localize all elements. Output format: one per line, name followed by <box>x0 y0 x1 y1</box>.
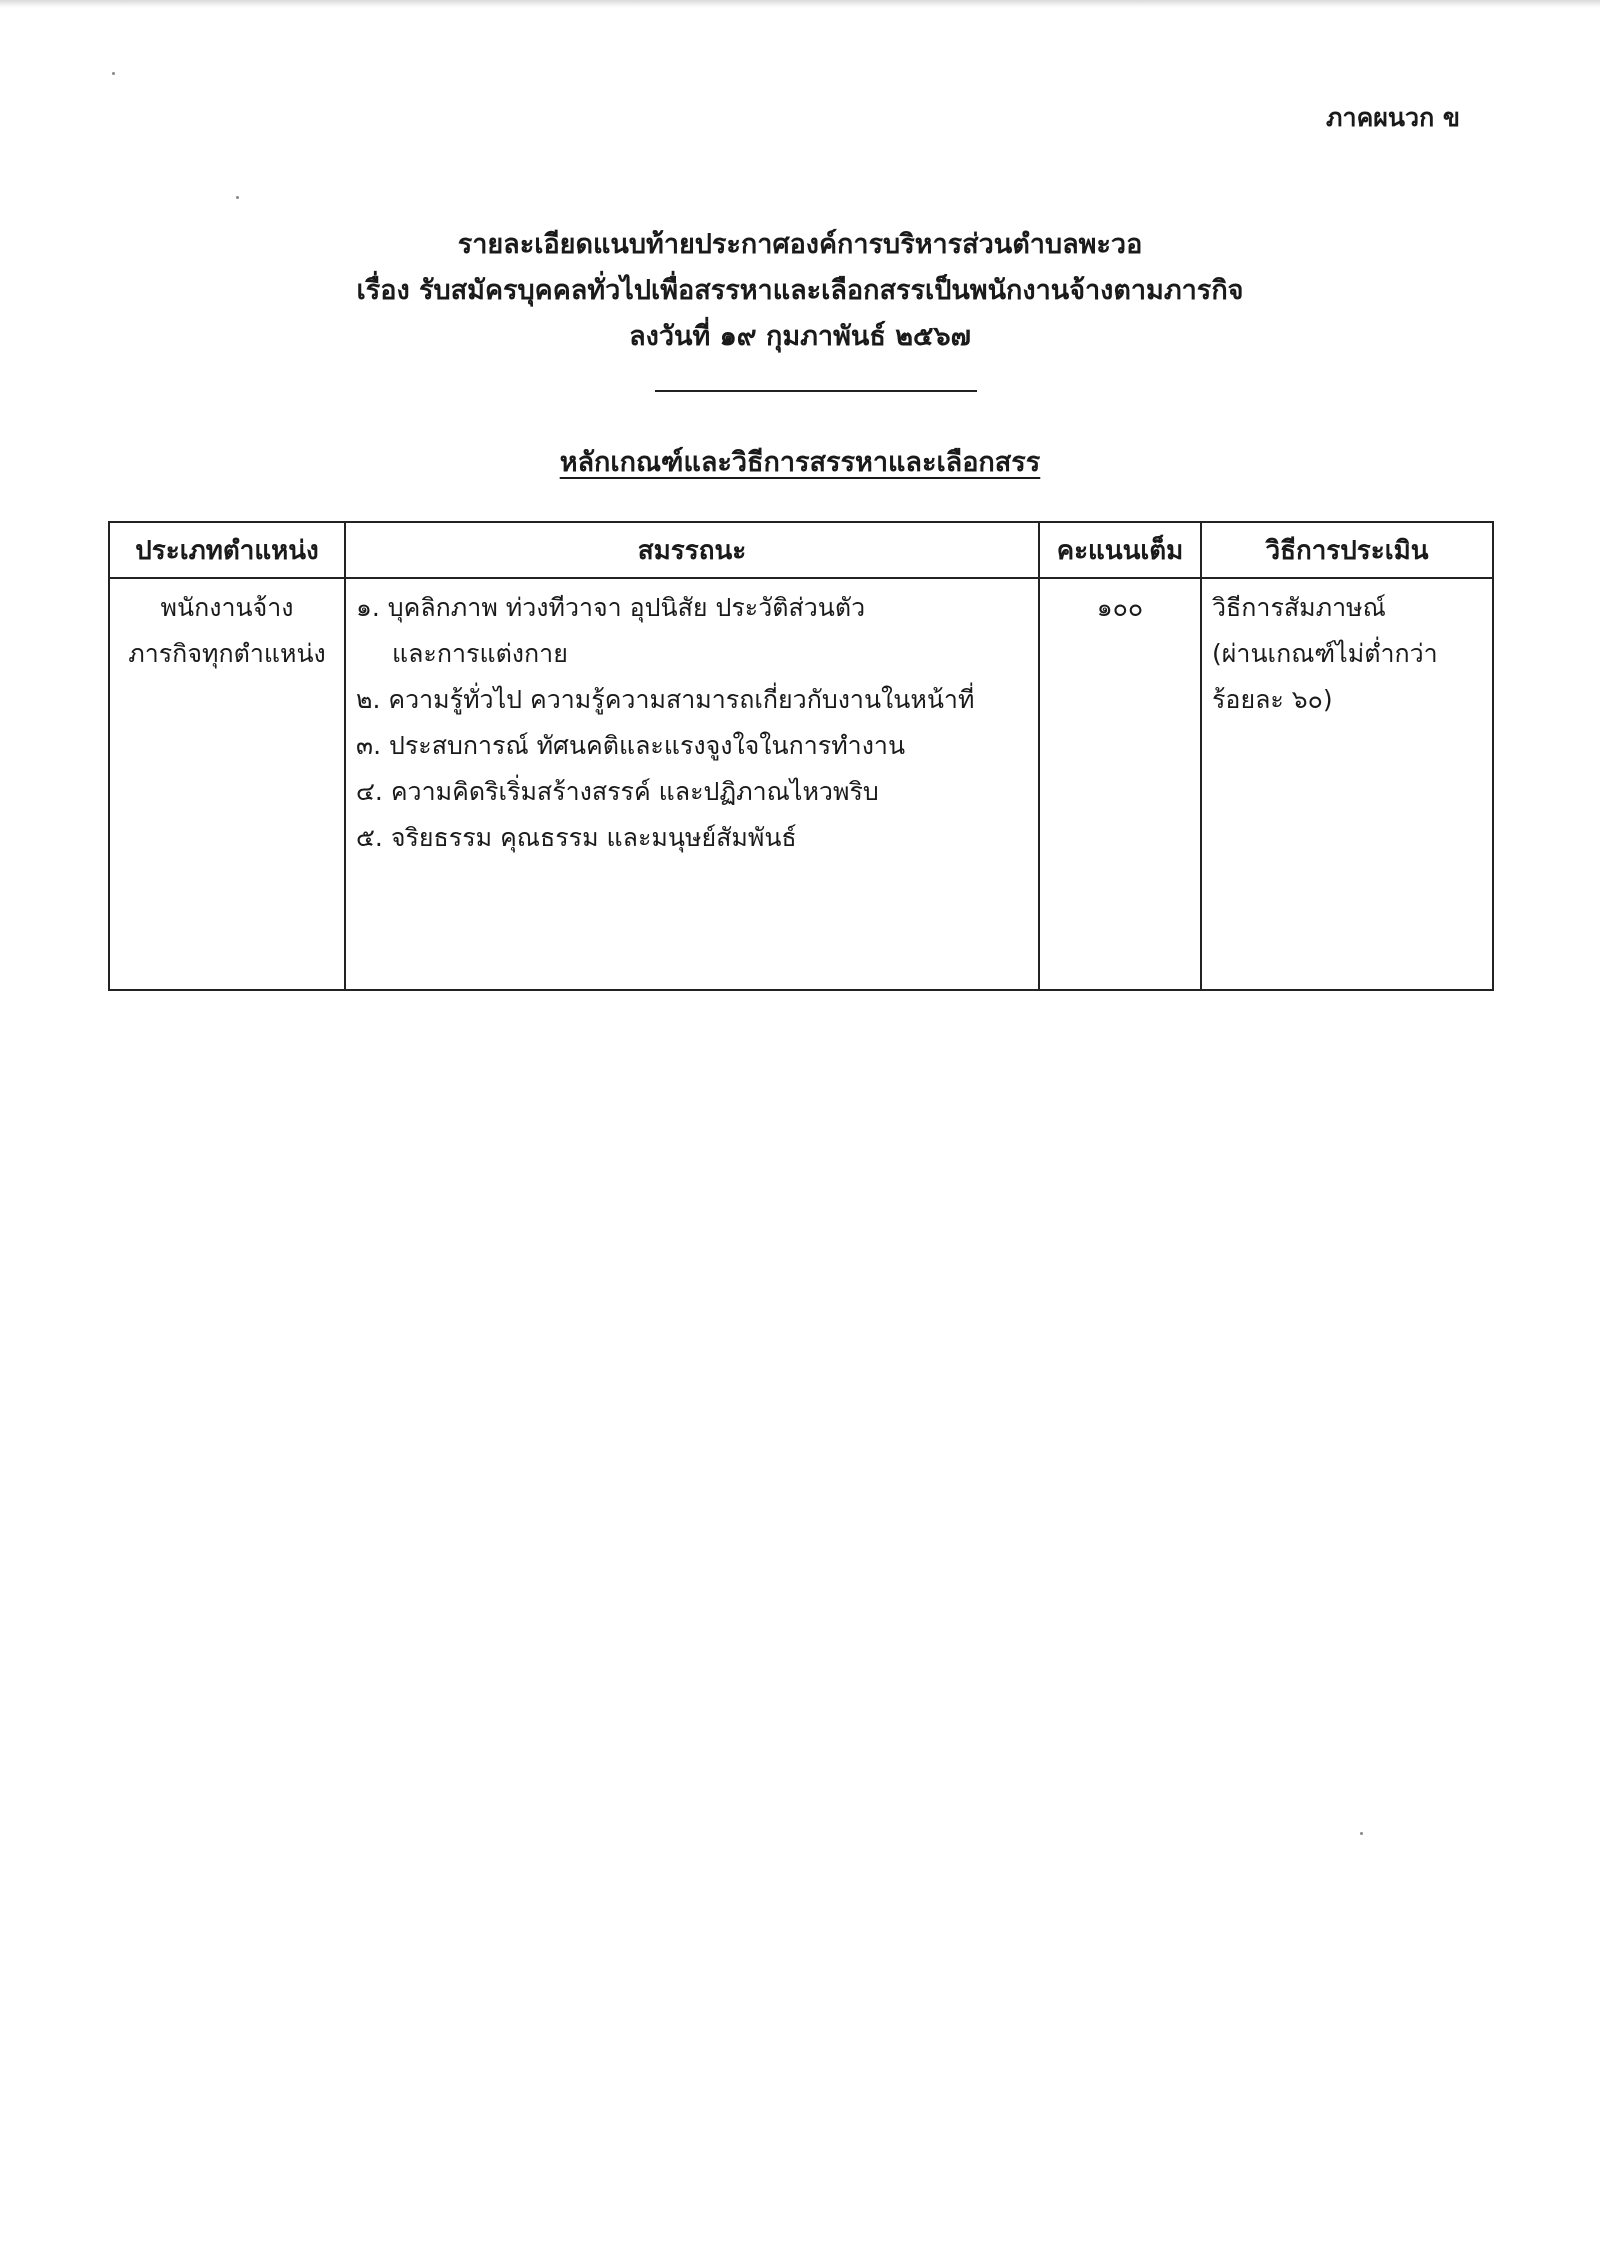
competency-cell <box>345 578 1039 990</box>
header-line-org: รายละเอียดแนบท้ายประกาศองค์การบริหารส่วนตำบลพะวอ <box>457 229 1143 260</box>
competency-item-continuation: และการแต่งกาย <box>392 639 568 668</box>
method-line: ร้อยละ ๖๐) <box>1212 685 1333 714</box>
position-line: ภารกิจทุกตำแหน่ง <box>128 639 326 668</box>
header-evaluation-method: วิธีการประเมิน <box>1201 522 1493 578</box>
header-position-type: ประเภทตำแหน่ง <box>109 522 345 578</box>
position-line: พนักงานจ้าง <box>160 593 294 622</box>
table-row <box>109 578 1493 990</box>
section-title: หลักเกณฑ์และวิธีการสรรหาและเลือกสรร <box>559 447 1041 478</box>
method-line: (ผ่านเกณฑ์ไม่ต่ำกว่า <box>1212 639 1438 668</box>
header-full-score: คะแนนเต็ม <box>1039 522 1201 578</box>
competency-item: ๕. จริยธรรม คุณธรรม และมนุษย์สัมพันธ์ <box>356 823 797 852</box>
header-divider <box>655 390 977 392</box>
header-competency: สมรรถนะ <box>345 522 1039 578</box>
scan-speck <box>236 196 239 199</box>
scan-speck <box>1360 1832 1363 1835</box>
method-line: วิธีการสัมภาษณ์ <box>1212 593 1386 622</box>
document-header <box>0 222 1600 360</box>
full-score-cell: ๑๐๐ <box>1039 578 1201 990</box>
competency-item: ๔. ความคิดริเริ่มสร้างสรรค์ และปฏิภาณไหวพริบ <box>356 777 879 806</box>
competency-item: ๒. ความรู้ทั่วไป ความรู้ความสามารถเกี่ยวกับงานในหน้าที่ <box>356 685 975 714</box>
criteria-table <box>108 521 1494 991</box>
evaluation-method-cell <box>1201 578 1493 990</box>
header-line-subject: เรื่อง รับสมัครบุคคลทั่วไปเพื่อสรรหาและเลือกสรรเป็นพนักงานจ้างตามภารกิจ <box>356 275 1244 306</box>
appendix-label: ภาคผนวก ข <box>1326 103 1460 132</box>
table-header-row <box>109 522 1493 578</box>
scan-speck <box>112 72 115 75</box>
competency-item: ๑. บุคลิกภาพ ท่วงทีวาจา อุปนิสัย ประวัติส่วนตัว <box>356 593 866 622</box>
scan-edge <box>0 0 1600 8</box>
position-cell <box>109 578 345 990</box>
competency-item: ๓. ประสบการณ์ ทัศนคติและแรงจูงใจในการทำงาน <box>356 731 906 760</box>
header-line-date: ลงวันที่ ๑๙ กุมภาพันธ์ ๒๕๖๗ <box>629 321 971 352</box>
